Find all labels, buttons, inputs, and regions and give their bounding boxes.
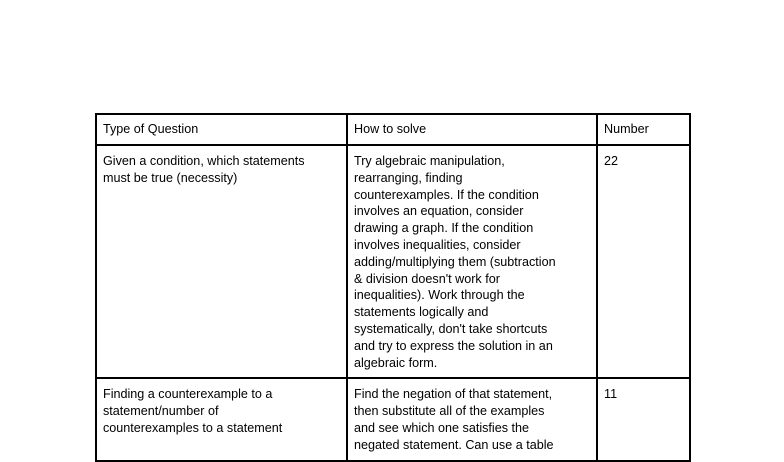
cell-question-type: Given a condition, which statements must be true (necessity): [96, 145, 347, 378]
header-how-to-solve: How to solve: [347, 114, 597, 145]
table-row: [96, 378, 690, 460]
cell-number: 22: [597, 145, 690, 378]
question-types-table: [95, 113, 691, 462]
header-type-of-question: Type of Question: [96, 114, 347, 145]
cell-number: 11: [597, 378, 690, 460]
cell-how-to-solve: Find the negation of that statement, then substitute all of the examples and see which one satisfies the negated statement. Can use a table: [347, 378, 597, 460]
table-row: [96, 145, 690, 378]
cell-how-to-solve: Try algebraic manipulation, rearranging, finding counterexamples. If the condition involves an equation, consider drawing a graph. If the condition involves inequalities, consider adding/multiplying them (subtraction & division doesn't work for inequalities). Work through the statements logically and systematically, don't take shortcuts and try to express the solution in an algebraic form.: [347, 145, 597, 378]
table-header-row: [96, 114, 690, 145]
header-number: Number: [597, 114, 690, 145]
cell-question-type: Finding a counterexample to a statement/number of counterexamples to a statement: [96, 378, 347, 460]
